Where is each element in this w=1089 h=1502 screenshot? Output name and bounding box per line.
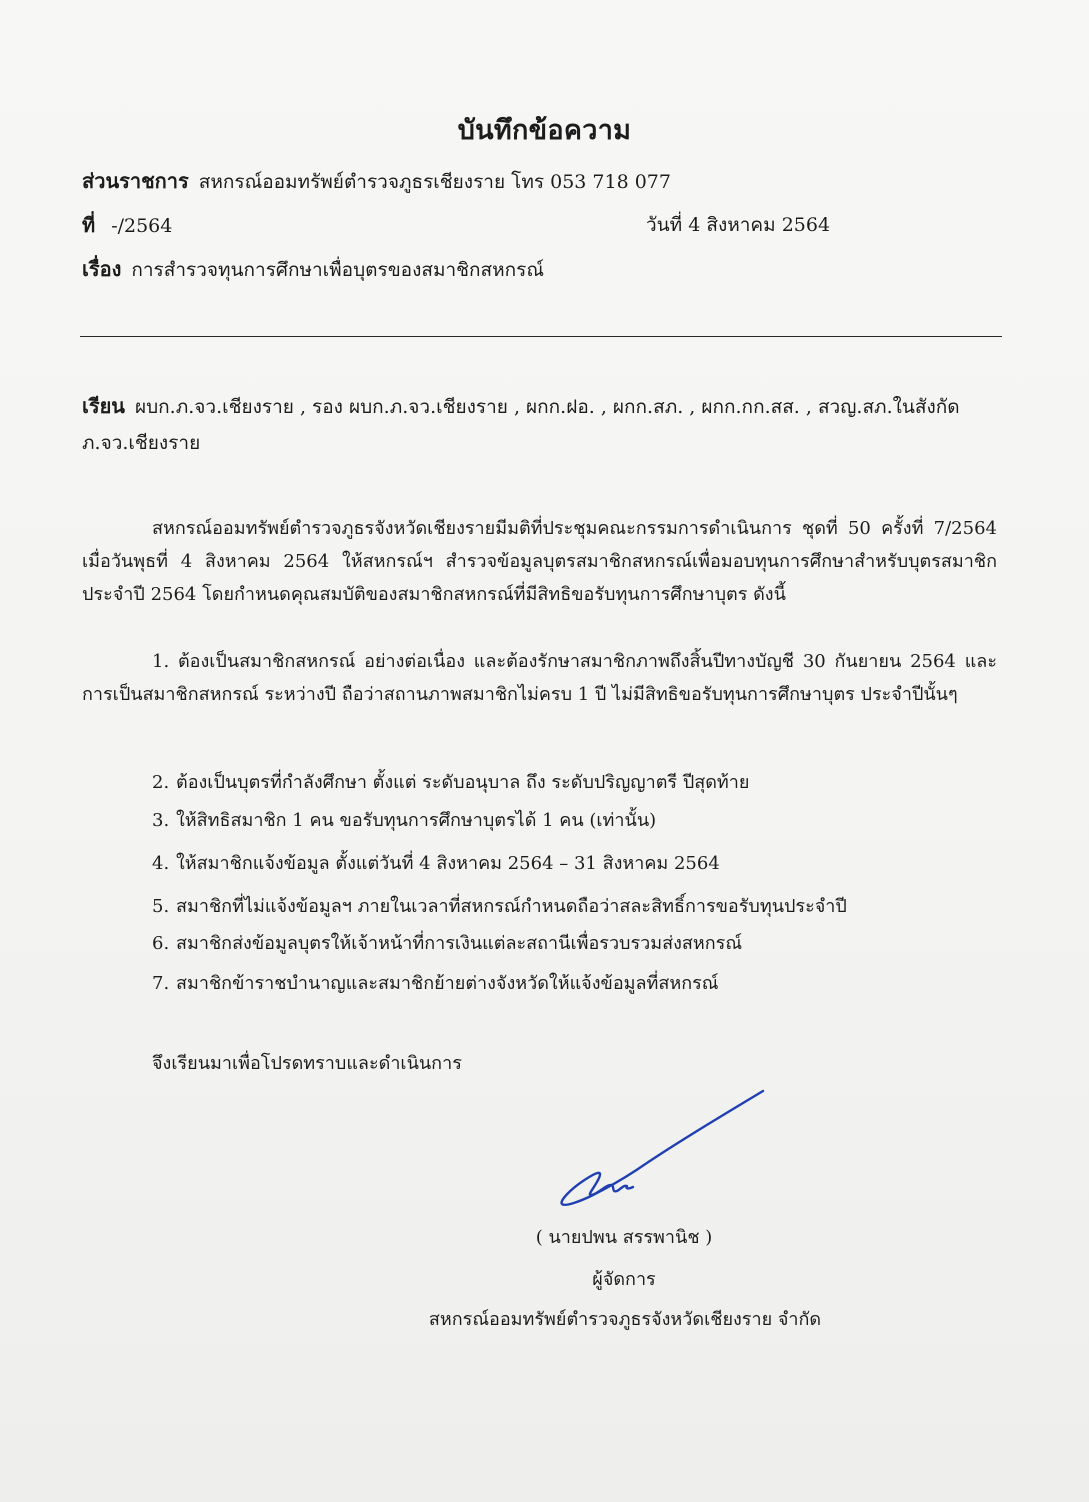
item-1-text: 1. ต้องเป็นสมาชิกสหกรณ์ อย่างต่อเนื่อง และต้องรักษาสมาชิกภาพถึงสิ้นปีทางบัญชี 30 กันยายน 2564 และการเป็นสมาชิกสหกรณ์ ระหว่างปี ถือว่าสถานภาพสมาชิกไม่ครบ 1 ปี ไม่มีสิทธิขอรับทุนการศึกษาบุตร ประจำปีนั้นๆ (82, 651, 997, 705)
handwritten-signature (553, 1085, 773, 1210)
list-item-6 (152, 931, 742, 957)
item-1-paragraph (82, 645, 997, 711)
list-item-5 (152, 894, 847, 920)
intro-paragraph (82, 512, 997, 611)
signatory-name: ( นายปพน สรรพานิช ) (535, 1227, 713, 1248)
signatory-organization: สหกรณ์ออมทรัพย์ตำรวจภูธรจังหวัดเชียงราย จำกัด (428, 1309, 822, 1330)
list-item-4 (152, 851, 720, 877)
reference-label: ที่ (82, 213, 96, 237)
subject-line (82, 256, 544, 283)
header-divider (80, 336, 1002, 337)
item-text: ต้องเป็นบุตรที่กำลังศึกษา ตั้งแต่ ระดับอนุบาล ถึง ระดับปริญญาตรี ปีสุดท้าย (176, 772, 750, 793)
addressee-line2: ภ.จว.เชียงราย (82, 432, 201, 454)
memo-date: วันที่ 4 สิงหาคม 2564 (646, 214, 831, 236)
list-item-7 (152, 971, 719, 997)
agency-line (82, 168, 671, 195)
reference-line (82, 212, 172, 239)
item-text: สมาชิกส่งข้อมูลบุตรให้เจ้าหน้าที่การเงินแต่ละสถานีเพื่อรวบรวมส่งสหกรณ์ (176, 933, 743, 954)
agency-label: ส่วนราชการ (82, 169, 189, 193)
reference-value: -/2564 (111, 215, 173, 237)
item-text: ให้สมาชิกแจ้งข้อมูล ตั้งแต่วันที่ 4 สิงหาคม 2564 – 31 สิงหาคม 2564 (176, 853, 720, 874)
signatory-position: ผู้จัดการ (592, 1269, 656, 1290)
list-item-2 (152, 770, 749, 796)
closing-line: จึงเรียนมาเพื่อโปรดทราบและดำเนินการ (152, 1053, 462, 1074)
memo-title: บันทึกข้อความ (457, 115, 632, 146)
subject-value: การสำรวจทุนการศึกษาเพื่อบุตรของสมาชิกสหกรณ์ (131, 259, 545, 281)
item-number: 4. (152, 853, 170, 874)
addressee-line1: ผบก.ภ.จว.เชียงราย , รอง ผบก.ภ.จว.เชียงราย , ผกก.ฝอ. , ผกก.สภ. , ผกก.กก.สส. , สวญ.สภ.ในสังกัด (134, 396, 960, 418)
addressee-label: เรียน (82, 394, 125, 418)
list-item-3 (152, 808, 656, 834)
item-number: 3. (152, 810, 170, 831)
subject-label: เรื่อง (82, 257, 122, 281)
agency-value: สหกรณ์ออมทรัพย์ตำรวจภูธรเชียงราย โทร 053 718 077 (198, 171, 671, 193)
item-text: สมาชิกข้าราชบำนาญและสมาชิกย้ายต่างจังหวัดให้แจ้งข้อมูลที่สหกรณ์ (176, 973, 719, 994)
item-text: ให้สิทธิสมาชิก 1 คน ขอรับทุนการศึกษาบุตรได้ 1 คน (เท่านั้น) (176, 810, 657, 831)
item-number: 7. (152, 973, 170, 994)
item-text: สมาชิกที่ไม่แจ้งข้อมูลฯ ภายในเวลาที่สหกรณ์กำหนดถือว่าสละสิทธิ์การขอรับทุนประจำปี (176, 896, 847, 917)
item-number: 2. (152, 772, 170, 793)
item-number: 5. (152, 896, 170, 917)
addressee-line (82, 393, 960, 420)
intro-text: สหกรณ์ออมทรัพย์ตำรวจภูธรจังหวัดเชียงรายมีมติที่ประชุมคณะกรรมการดำเนินการ ชุดที่ 50 ครั้งที่ 7/2564 เมื่อวันพุธที่ 4 สิงหาคม 2564 ให้สหกรณ์ฯ สำรวจข้อมูลบุตรสมาชิกสหกรณ์เพื่อมอบทุนการศึกษาสำหรับบุตรสมาชิก ประจำปี 2564 โดยกำหนดคุณสมบัติของสมาชิกสหกรณ์ที่มีสิทธิขอรับทุนการศึกษาบุตร ดังนี้ (82, 518, 997, 605)
item-number: 6. (152, 933, 170, 954)
